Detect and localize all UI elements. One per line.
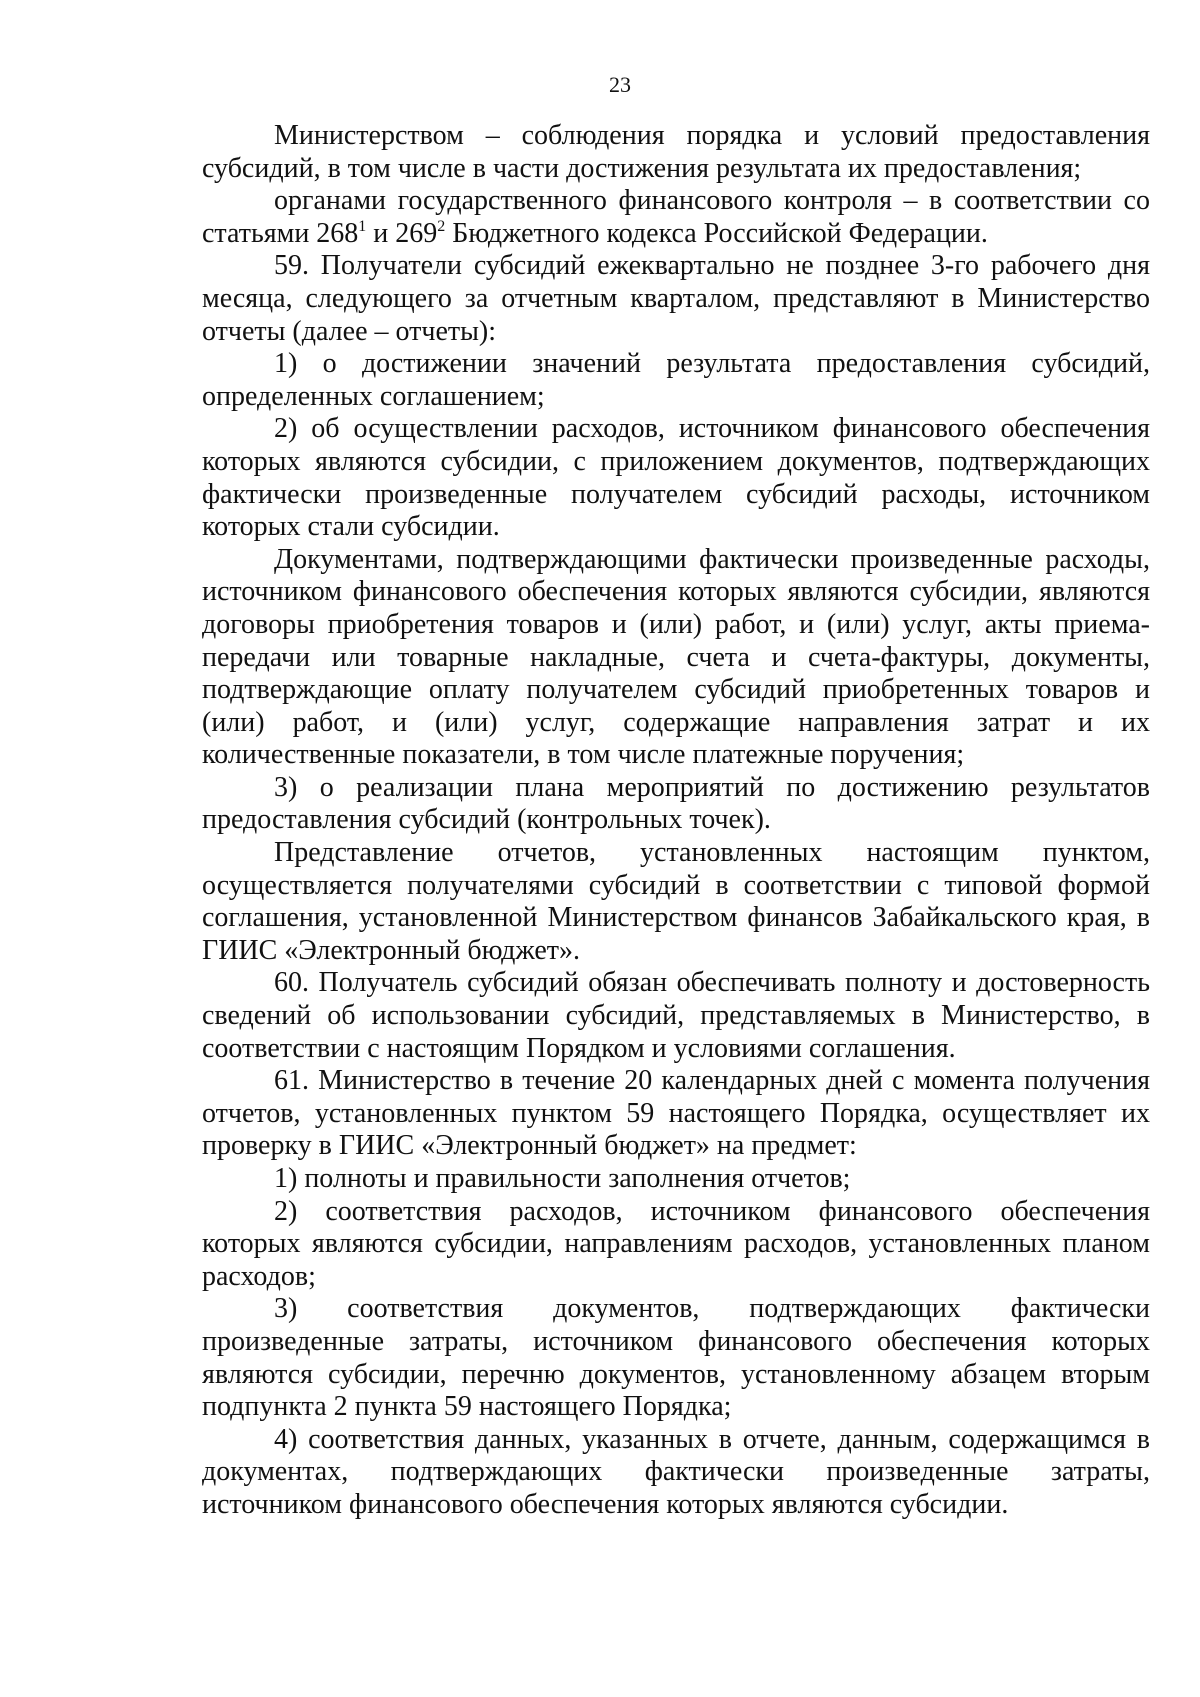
paragraph-state-financial-control [202,185,1150,250]
paragraph-subitem-3: 3) о реализации плана мероприятий по достижению результатов предоставления субсидий (контрольных точек). [202,771,1150,836]
paragraph-check-4: 4) соответствия данных, указанных в отчете, данным, содержащимся в документах, подтверждающих фактически произведенные затраты, источником финансового обеспечения которых являются субсидии. [202,1423,1150,1520]
text-fragment: и 269 [366,217,438,249]
paragraph-check-1: 1) полноты и правильности заполнения отчетов; [274,1163,851,1194]
paragraph-subitem-2: 2) об осуществлении расходов, источником финансового обеспечения которых являются субсидии, с приложением документов, подтверждающих фактически произведенные получателем субсидий расходы, источником которых стали субсидии. [202,413,1150,543]
paragraph-item-59: 59. Получатели субсидий ежеквартально не позднее 3-го рабочего дня месяца, следующего за отчетным кварталом, представляют в Министерство отчеты (далее – отчеты): [202,250,1150,347]
paragraph-item-60: 60. Получатель субсидий обязан обеспечивать полноту и достоверность сведений об использовании субсидий, представляемых в Министерство, в соответствии с настоящим Порядком и условиями соглашения. [202,967,1150,1064]
paragraph-check-2: 2) соответствия расходов, источником финансового обеспечения которых являются субсидии, направлениям расходов, установленных планом расходов; [202,1195,1150,1292]
text-fragment: Бюджетного кодекса Российской Федерации. [445,217,988,249]
document-body [202,120,1150,1522]
text-fragment: органами государственного финансового контроля – в соответствии со статьями 268 [202,185,1150,249]
paragraph-item-61: 61. Министерство в течение 20 календарных дней с момента получения отчетов, установленных пунктом 59 настоящего Порядка, осуществляет их проверку в ГИИС «Электронный бюджет» на предмет: [202,1065,1150,1162]
paragraph-check-3: 3) соответствия документов, подтверждающих фактически произведенные затраты, источником финансового обеспечения которых являются субсидии, перечню документов, установленному абзацем вторым подпункта 2 пункта 59 настоящего Порядка; [202,1293,1150,1423]
paragraph-ministry-control: Министерством – соблюдения порядка и условий предоставления субсидий, в том числе в части достижения результата их предоставления; [202,120,1150,184]
page-number: 23 [609,72,631,97]
paragraph-subitem-1: 1) о достижении значений результата предоставления субсидий, определенных соглашением; [202,348,1150,412]
superscript: 1 [358,217,367,235]
paragraph-supporting-documents: Документами, подтверждающими фактически произведенные расходы, источником финансового обеспечения которых являются субсидии, являются договоры приобретения товаров и (или) работ, и (или) услуг, акты приема-передачи или товарные накладные, счета и счета-фактуры, документы, подтверждающие оплату получателем субсидий приобретенных товаров и (или) работ, и (или) услуг, содержащие направления затрат и их количественные показатели, в том числе платежные поручения; [202,543,1150,771]
paragraph-report-submission: Представление отчетов, установленных настоящим пунктом, осуществляется получателями субсидий в соответствии с типовой формой соглашения, установленной Министерством финансов Забайкальского края, в ГИИС «Электронный бюджет». [202,837,1150,966]
superscript: 2 [437,217,446,235]
